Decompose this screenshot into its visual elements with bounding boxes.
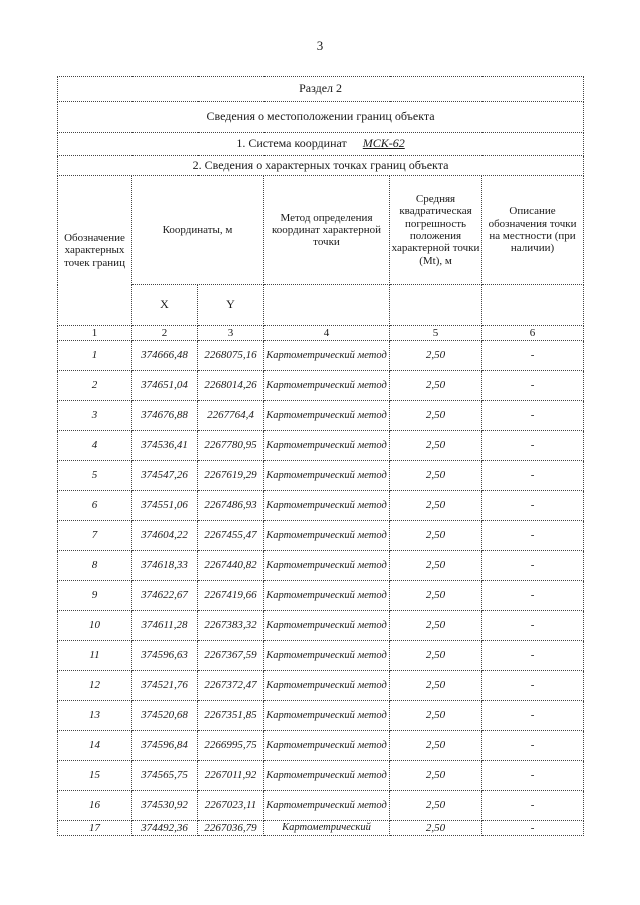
y-coordinate: 2268075,16	[198, 341, 264, 371]
coordinate-system-value: МСК-62	[362, 136, 405, 151]
description: -	[482, 401, 584, 431]
header-error: Средняя квадратическая погрешность положения характерной точки (Mt), м	[390, 176, 482, 285]
description: -	[482, 731, 584, 761]
error-value: 2,50	[390, 521, 482, 551]
description: -	[482, 671, 584, 701]
section-title: Раздел 2	[58, 77, 584, 102]
method: Картометрический метод	[264, 791, 390, 821]
error-value: 2,50	[390, 491, 482, 521]
y-coordinate: 2267780,95	[198, 431, 264, 461]
method: Картометрический метод	[264, 341, 390, 371]
table-row	[58, 641, 584, 671]
error-value: 2,50	[390, 611, 482, 641]
method: Картометрический метод	[264, 371, 390, 401]
point-number: 2	[58, 371, 132, 401]
method: Картометрический метод	[264, 611, 390, 641]
x-coordinate: 374604,22	[132, 521, 198, 551]
x-coordinate: 374618,33	[132, 551, 198, 581]
table-row	[58, 491, 584, 521]
y-coordinate: 2267367,59	[198, 641, 264, 671]
method: Картометрический метод	[264, 521, 390, 551]
table-row	[58, 611, 584, 641]
description: -	[482, 701, 584, 731]
point-number: 13	[58, 701, 132, 731]
description: -	[482, 641, 584, 671]
point-number: 17	[58, 821, 132, 836]
x-coordinate: 374666,48	[132, 341, 198, 371]
y-coordinate: 2266995,75	[198, 731, 264, 761]
table-row	[58, 821, 584, 836]
error-value: 2,50	[390, 671, 482, 701]
description: -	[482, 791, 584, 821]
x-coordinate: 374611,28	[132, 611, 198, 641]
table-row	[58, 371, 584, 401]
method: Картометрический метод	[264, 581, 390, 611]
method: Картометрический метод	[264, 731, 390, 761]
table-row	[58, 461, 584, 491]
table-row	[58, 731, 584, 761]
table-row	[58, 551, 584, 581]
table-row	[58, 341, 584, 371]
y-coordinate: 2267486,93	[198, 491, 264, 521]
point-number: 16	[58, 791, 132, 821]
header-description-empty	[482, 285, 584, 326]
table-row	[58, 761, 584, 791]
error-value: 2,50	[390, 641, 482, 671]
column-number: 2	[132, 326, 198, 341]
y-coordinate: 2267372,47	[198, 671, 264, 701]
y-coordinate: 2267455,47	[198, 521, 264, 551]
description: -	[482, 491, 584, 521]
table-row	[58, 521, 584, 551]
method: Картометрический метод	[264, 401, 390, 431]
error-value: 2,50	[390, 551, 482, 581]
x-coordinate: 374596,84	[132, 731, 198, 761]
method: Картометрический метод	[264, 491, 390, 521]
point-number: 9	[58, 581, 132, 611]
method: Картометрический метод	[264, 671, 390, 701]
header-y: Y	[198, 285, 264, 326]
error-value: 2,50	[390, 401, 482, 431]
header-designation: Обозначение характерных точек границ	[58, 176, 132, 326]
description: -	[482, 371, 584, 401]
point-number: 11	[58, 641, 132, 671]
x-coordinate: 374520,68	[132, 701, 198, 731]
point-number: 10	[58, 611, 132, 641]
description: -	[482, 611, 584, 641]
point-number: 12	[58, 671, 132, 701]
column-numbers-row	[58, 326, 584, 341]
x-coordinate: 374622,67	[132, 581, 198, 611]
error-value: 2,50	[390, 731, 482, 761]
error-value: 2,50	[390, 581, 482, 611]
point-number: 5	[58, 461, 132, 491]
method: Картометрический метод	[264, 701, 390, 731]
error-value: 2,50	[390, 791, 482, 821]
description: -	[482, 551, 584, 581]
x-coordinate: 374492,36	[132, 821, 198, 836]
y-coordinate: 2267023,11	[198, 791, 264, 821]
page-number: 3	[316, 38, 324, 53]
coordinate-system-row	[58, 133, 584, 156]
point-number: 15	[58, 761, 132, 791]
error-value: 2,50	[390, 371, 482, 401]
table-row	[58, 431, 584, 461]
description: -	[482, 521, 584, 551]
description: -	[482, 341, 584, 371]
header-method: Метод определения координат характерной точки	[264, 176, 390, 285]
error-value: 2,50	[390, 341, 482, 371]
x-coordinate: 374651,04	[132, 371, 198, 401]
method: Картометрический метод	[264, 461, 390, 491]
point-number: 4	[58, 431, 132, 461]
table-row	[58, 791, 584, 821]
description: -	[482, 581, 584, 611]
x-coordinate: 374676,88	[132, 401, 198, 431]
description: -	[482, 761, 584, 791]
boundary-points-table	[57, 76, 584, 836]
method: Картометрический метод	[264, 431, 390, 461]
error-value: 2,50	[390, 461, 482, 491]
table-row	[58, 581, 584, 611]
points-heading: 2. Сведения о характерных точках границ объекта	[58, 156, 584, 176]
column-number: 1	[58, 326, 132, 341]
x-coordinate: 374521,76	[132, 671, 198, 701]
point-number: 14	[58, 731, 132, 761]
y-coordinate: 2267419,66	[198, 581, 264, 611]
y-coordinate: 2267619,29	[198, 461, 264, 491]
x-coordinate: 374536,41	[132, 431, 198, 461]
header-description: Описание обозначения точки на местности (при наличии)	[482, 176, 584, 285]
point-number: 3	[58, 401, 132, 431]
x-coordinate: 374596,63	[132, 641, 198, 671]
header-error-empty	[390, 285, 482, 326]
y-coordinate: 2267383,32	[198, 611, 264, 641]
point-number: 6	[58, 491, 132, 521]
x-coordinate: 374551,06	[132, 491, 198, 521]
table-row	[58, 671, 584, 701]
method: Картометрический метод	[264, 641, 390, 671]
method: Картометрический метод	[264, 761, 390, 791]
error-value: 2,50	[390, 701, 482, 731]
x-coordinate: 374547,26	[132, 461, 198, 491]
y-coordinate: 2267351,85	[198, 701, 264, 731]
section-heading: Сведения о местоположении границ объекта	[58, 102, 584, 133]
table-row	[58, 701, 584, 731]
y-coordinate: 2267440,82	[198, 551, 264, 581]
point-number: 1	[58, 341, 132, 371]
error-value: 2,50	[390, 761, 482, 791]
x-coordinate: 374530,92	[132, 791, 198, 821]
header-coordinates: Координаты, м	[132, 176, 264, 285]
header-method-empty	[264, 285, 390, 326]
point-number: 7	[58, 521, 132, 551]
column-number: 4	[264, 326, 390, 341]
header-x: X	[132, 285, 198, 326]
description: -	[482, 461, 584, 491]
column-number: 6	[482, 326, 584, 341]
description: -	[482, 431, 584, 461]
error-value: 2,50	[390, 431, 482, 461]
column-number: 3	[198, 326, 264, 341]
x-coordinate: 374565,75	[132, 761, 198, 791]
description: -	[482, 821, 584, 836]
method: Картометрический	[264, 821, 390, 836]
table-row	[58, 401, 584, 431]
y-coordinate: 2267036,79	[198, 821, 264, 836]
method: Картометрический метод	[264, 551, 390, 581]
error-value: 2,50	[390, 821, 482, 836]
coordinate-system-label: 1. Система координат	[236, 136, 347, 151]
point-number: 8	[58, 551, 132, 581]
y-coordinate: 2268014,26	[198, 371, 264, 401]
column-number: 5	[390, 326, 482, 341]
y-coordinate: 2267764,4	[198, 401, 264, 431]
y-coordinate: 2267011,92	[198, 761, 264, 791]
